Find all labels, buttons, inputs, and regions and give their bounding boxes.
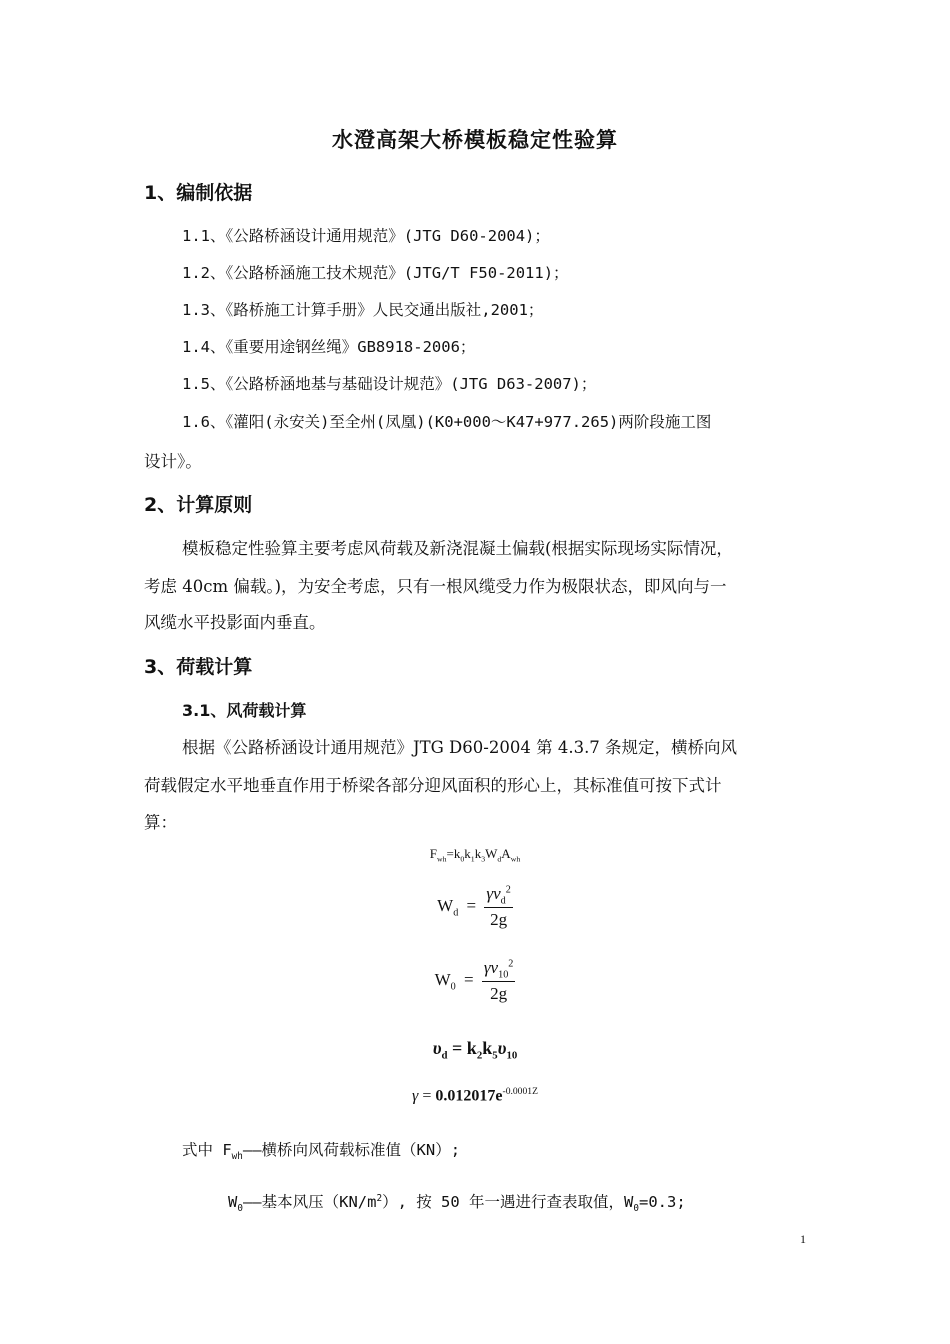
formula-symbol: W — [434, 970, 451, 990]
formula-subscript: d — [453, 907, 459, 919]
formula-basic-wind-pressure: $W_0$ = $\frac{\gamma v_{10}^2}{2g}$ — [434, 958, 514, 1004]
definition-text: ——横桥向风荷载标准值（KN）; — [242, 1141, 461, 1159]
paragraph-line: 荷载假定水平地垂直作用于桥梁各部分迎风面积的形心上，其标准值可按下式计 — [144, 776, 722, 795]
definition-symbol: W — [228, 1193, 238, 1211]
definition-text: ——基本风压（KN/m — [242, 1193, 377, 1211]
definition-subscript: 0 — [633, 1203, 639, 1215]
paragraph-line: 风缆水平投影面内垂直。 — [144, 613, 326, 632]
reference-item-4: 1.4、《重要用途钢丝绳》GB8918-2006； — [182, 338, 476, 356]
definition-wind-load — [182, 1138, 460, 1162]
definition-subscript: wh — [231, 1151, 243, 1163]
reference-item-5: 1.5、《公路桥涵地基与基础设计规范》(JTG D63-2007)； — [182, 375, 597, 393]
formula-symbol: W — [437, 896, 454, 916]
reference-item-6: 1.6、《灌阳(永安关)至全州(凤凰)(K0+000～K47+977.265)两阶段施工图 — [182, 413, 712, 431]
definition-subscript: 0 — [237, 1203, 243, 1215]
formula-denominator: 2g — [490, 984, 508, 1004]
page-number: 1 — [800, 1232, 806, 1246]
definition-basic-wind-pressure — [228, 1190, 686, 1214]
reference-item-3: 1.3、《路桥施工计算手册》人民交通出版社,2001； — [182, 301, 544, 319]
formula-fraction: $\frac{\gamma v_{10}^2}{2g}$ — [483, 958, 514, 1004]
subsection-heading-3-1: 3.1、风荷载计算 — [182, 701, 307, 720]
reference-item-2: 1.2、《公路桥涵施工技术规范》(JTG/T F50-2011)； — [182, 264, 569, 282]
reference-item-6-continuation: 设计》。 — [144, 452, 202, 471]
section-heading-2: 2、计算原则 — [144, 494, 253, 516]
formula-wind-load: $F_{wh}=k_0k_1k_3W_dA_{wh}$ — [429, 846, 521, 864]
paragraph-line: 模板稳定性验算主要考虑风荷载及新浇混凝土偏载(根据实际现场实际情况， — [182, 539, 733, 558]
formula-fraction: $\frac{\gamma v_d^2}{2g}$ — [486, 884, 511, 930]
formula-design-wind-pressure: $W_d$ = $\frac{\gamma v_d^2}{2g}$ — [437, 884, 511, 930]
reference-item-1: 1.1、《公路桥涵设计通用规范》(JTG D60-2004)； — [182, 227, 550, 245]
definition-symbol: 式中 F — [182, 1141, 232, 1159]
formula-exponent: -0.0001Z — [502, 1086, 538, 1097]
formula-denominator: 2g — [490, 910, 508, 930]
definition-text: ）, 按 50 年一遇进行查表取值，W — [382, 1193, 634, 1211]
definition-text: =0.3; — [639, 1193, 686, 1211]
formula-subscript: 0 — [450, 981, 456, 993]
paragraph-line: 根据《公路桥涵设计通用规范》JTG D60-2004 第 4.3.7 条规定，横桥向风 — [182, 738, 738, 757]
paragraph-line: 考虑 40cm 偏载。)，为安全考虑，只有一根风缆受力作为极限状态，即风向与一 — [144, 577, 727, 596]
section-heading-3: 3、荷载计算 — [144, 656, 253, 678]
formula-design-wind-speed: $\upsilon_d = k_2k_5\upsilon_{10}$ — [432, 1038, 518, 1062]
formula-text: =k — [446, 846, 461, 861]
definition-superscript: 2 — [376, 1192, 383, 1204]
formula-constant: 0.012017 — [435, 1087, 496, 1105]
formula-air-density: $\gamma = 0.012017e^{-0.0001Z}$ — [412, 1086, 538, 1105]
section-heading-1: 1、编制依据 — [144, 182, 253, 204]
formula-subscript: wh — [437, 854, 447, 864]
page-title: 水澄高架大桥模板稳定性验算 — [332, 128, 618, 152]
formula-symbol: F — [429, 846, 438, 861]
paragraph-line: 算： — [144, 813, 177, 832]
